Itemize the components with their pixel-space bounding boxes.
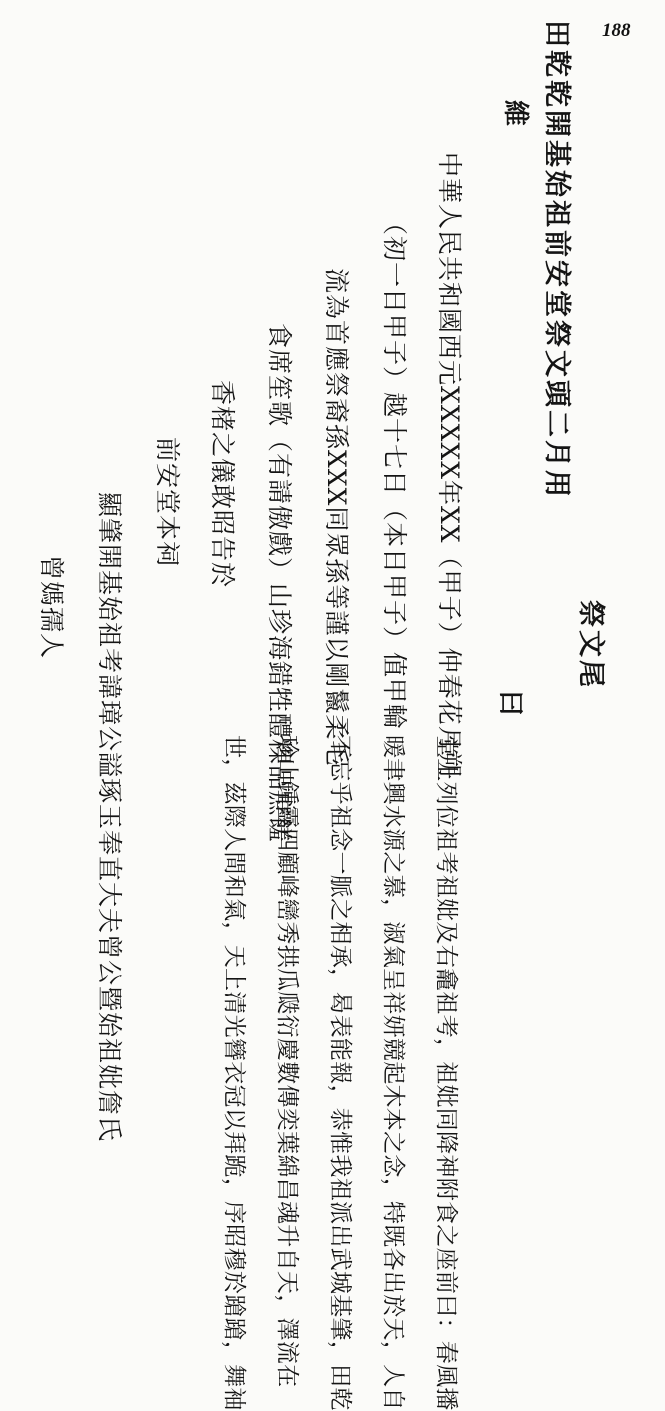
body-line-1: 堂上列位祖考祖妣及右龕祖考，祖妣同降神附食之座前曰：春風播 <box>433 735 459 1411</box>
text-line-4: 食席笙歌（有請傲戲）山珍海錯牲醴粿品庶饈 <box>265 323 294 844</box>
text-line-6: 前安堂本祠 <box>153 437 182 568</box>
text-line-2: （初一日甲子）越十七日（本日甲子）值甲輪 <box>380 210 409 731</box>
body-line-5: 世，茲際人間和氣，天上清光簪衣冠以拜跪，序昭穆於蹌蹌，舞袖 <box>221 735 247 1411</box>
text-line-7: 顯肇開基始祖考諱璋公謚琢玉奉直大夫曾公暨始祖妣詹氏 <box>95 492 124 1143</box>
text-line-3: 流為首應祭裔孫XXX同眾孫等謹以剛鬣柔毛 <box>322 268 351 767</box>
invocation-word: 維 <box>500 100 530 128</box>
closing-opening-word: 曰 <box>495 690 525 718</box>
text-line-5: 香楮之儀敢昭告於 <box>208 380 237 589</box>
page-number: 188 <box>602 20 631 41</box>
closing-title: 祭文尾 <box>575 600 606 690</box>
body-line-4: 珍山鍾靈四顧峰巒秀拱瓜瓞衍慶數傳奕葉綿昌魂升自天，澤流在 <box>274 735 300 1388</box>
prayer-title: 田乾乾開基始祖前安堂祭文頭二月用 <box>541 20 572 500</box>
body-line-2: 暖聿興水源之慕，淑氣呈祥妍競起木本之念，特既各出於天，人自 <box>380 735 406 1411</box>
text-line-1: 中華人民共和國西元XXXXX年XX（甲子）仲春花月朔 <box>435 152 464 778</box>
text-line-8: 曾媽孺人 <box>37 555 66 660</box>
body-line-3: 不忘乎祖念一脈之相承，曷表能報，恭惟我祖派出武城基肇，田乾 <box>327 735 353 1411</box>
